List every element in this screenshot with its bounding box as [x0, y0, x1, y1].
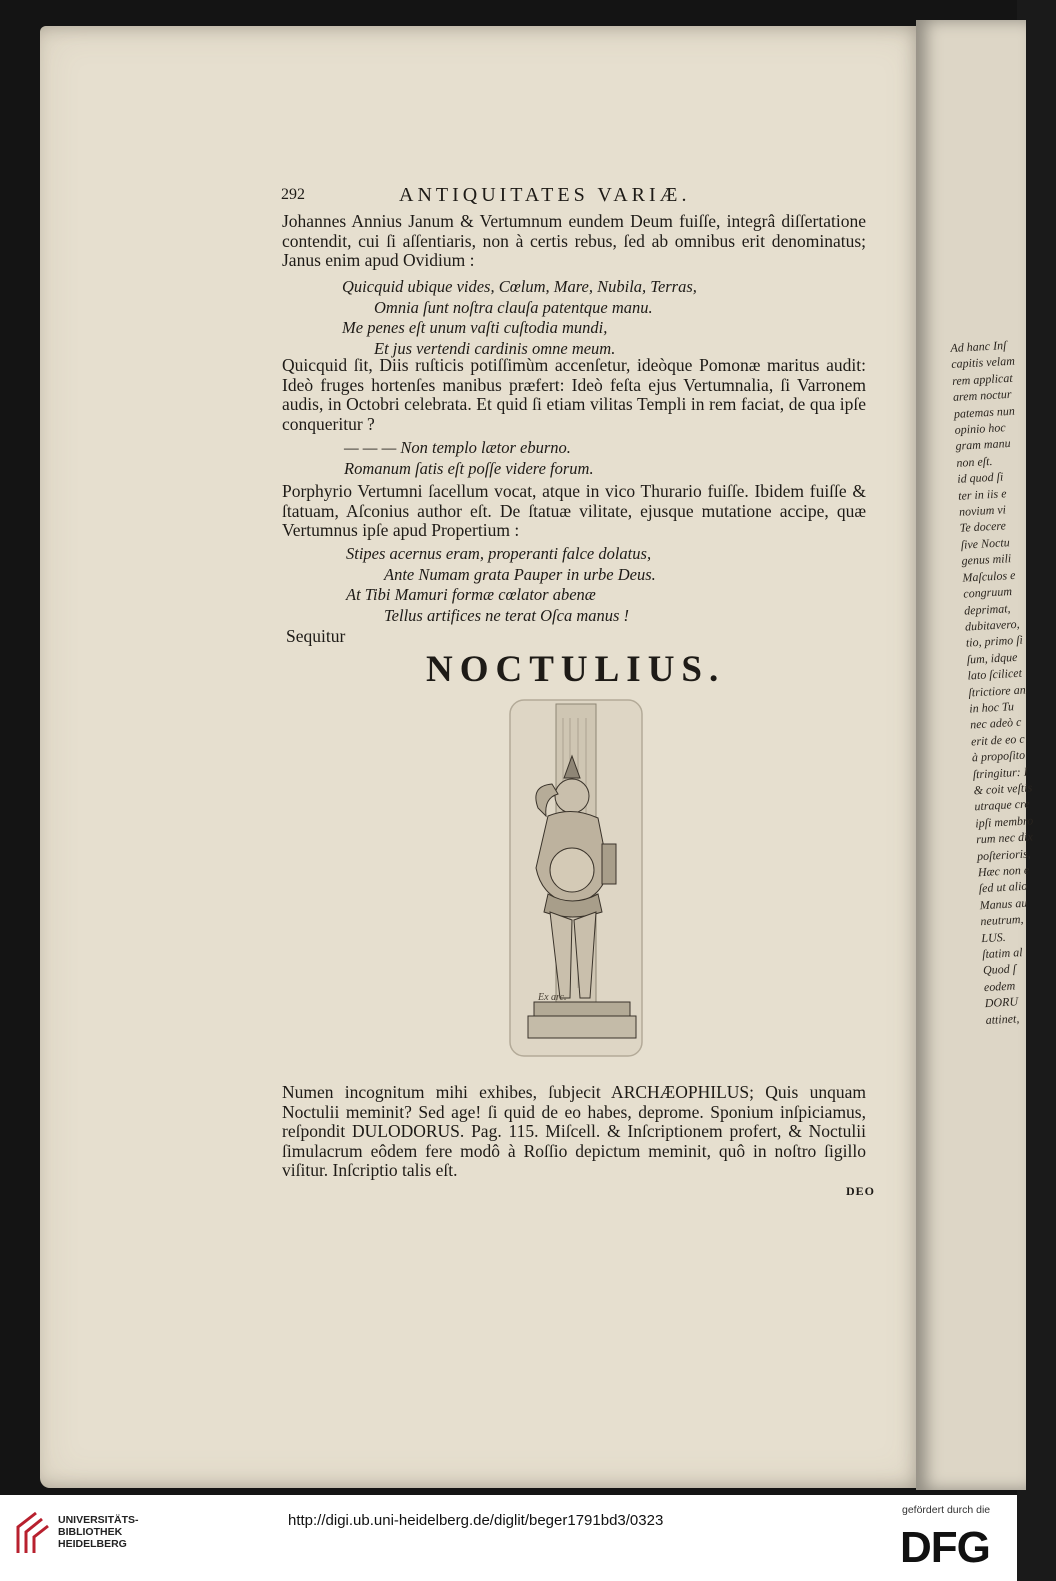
fragment-line: LUS. — [980, 929, 1007, 945]
noctulius-engraving — [508, 698, 644, 1058]
fragment-line: novium vi — [958, 502, 1007, 519]
engraving-inscription: Ex arc. — [538, 992, 567, 1003]
dfg-logo-text: DFG — [900, 1523, 990, 1572]
verse-line: Me penes eſt unum vaſti cuſtodia mundi, — [342, 318, 608, 337]
verse-line: At Tibi Mamuri formæ cœlator abenæ — [346, 585, 596, 604]
verse-templo — [344, 438, 864, 479]
verse-line: Quicquid ubique vides, Cœlum, Mare, Nubila, Terras, — [342, 277, 697, 296]
fragment-line: Manus au — [979, 895, 1028, 913]
fragment-line: erit de eo c — [970, 731, 1025, 749]
sequitur-word: Sequitur — [286, 626, 346, 646]
verse-line: Et jus vertendi cardinis omne meum. — [374, 338, 616, 358]
fragment-line: attinet, — [985, 1010, 1020, 1027]
fragment-line: arem noctur — [952, 387, 1012, 405]
fragment-line: ter in iis e — [957, 485, 1007, 503]
fragment-line: Quod ſ — [982, 961, 1017, 978]
fragment-line: eodem — [983, 978, 1016, 994]
fragment-line: patemas nun — [953, 403, 1016, 421]
page-number: 292 — [281, 186, 305, 203]
university-library-logo-icon — [8, 1505, 58, 1557]
fragment-line: nec adeò c — [969, 715, 1022, 732]
verse-line: Ante Numam grata Pauper in urbe Deus. — [384, 564, 656, 584]
library-name-line: UNIVERSITÄTS- — [58, 1514, 139, 1526]
fragment-line: lato ſcilicet — [967, 665, 1023, 683]
fragment-line: utraque cre — [974, 796, 1030, 814]
fragment-line: ſum, idque — [966, 649, 1018, 667]
verse-line: Romanum ſatis eſt poſſe videre forum. — [344, 458, 594, 478]
paragraph-1: Johannes Annius Janum & Vertumnum eundem Deum fuiſſe, integrâ diſſertatione contendit, cui ſi aſſentiaris, non à certis rebus, ſed ab omnibus erit denominatus; Janus enim apud Ovidium : — [282, 211, 866, 271]
fragment-line: & coit veſtis — [973, 780, 1033, 798]
paragraph-4: Numen incognitum mihi exhibes, ſubjecit ARCHÆOPHILUS; Quis unquam Noctulii meminit? Sed age! ſi quid de eo habes, deprome. Sponium inſpiciamus, reſpondit DULODORUS. Pag. 115. Miſcell. & Inſcriptionem profert, & Noctulii ſimulacrum eôdem fere modô à Roſſio depictum meminit, quô in noſtro ſigillo viſitur. Inſcriptio talis eſt. — [282, 1082, 866, 1181]
running-title: ANTIQUITATES VARIÆ. — [399, 184, 691, 206]
permalink-url[interactable]: http://digi.ub.uni-heidelberg.de/diglit/beger1791bd3/0323 — [288, 1512, 664, 1529]
verse-line: Tellus artifices ne terat Oſca manus ! — [384, 605, 630, 625]
fragment-line: neutrum, — [980, 912, 1024, 929]
library-name-line: BIBLIOTHEK — [58, 1526, 123, 1538]
fragment-line: ſive Noctu — [960, 535, 1011, 552]
fragment-line: ipſi membro — [974, 813, 1034, 831]
catchword: DEO — [846, 1184, 876, 1198]
fragment-line: dubitavero, — [964, 616, 1020, 634]
library-name-line: HEIDELBERG — [58, 1538, 127, 1550]
paragraph-2: Quicquid ſit, Diis ruſticis potiſſimùm accenſetur, ideòque Pomonæ maritus audit: Ideò fruges hortenſes manibus præfert: Ideò feſta ejus Vertumnalia, ſi Varronem audis, in Octobri celebrata. Et quid ſi etiam vilitas Templi in rem faciat, de qua ipſe conqueritur ? — [282, 355, 866, 434]
verse-line: Omnia ſunt noſtra clauſa patentque manu. — [374, 297, 653, 317]
funded-by-label: gefördert durch die — [902, 1504, 991, 1516]
fragment-line: Maſculos e — [962, 567, 1016, 585]
fragment-line: ſed ut alio — [978, 879, 1028, 896]
verse-line: — — — Non templo lætor eburno. — [344, 438, 571, 457]
fragment-line: à propoſito — [971, 747, 1026, 765]
fragment-line: capitis velam — [950, 354, 1016, 372]
fragment-line: genus mili — [961, 551, 1012, 568]
running-head — [281, 184, 861, 212]
verse-propertius — [346, 544, 866, 626]
fragment-line: ſtrictiore an — [968, 682, 1026, 700]
fragment-line: non eſt. — [956, 453, 993, 470]
fragment-line: tio, primo ſi — [965, 632, 1024, 650]
fragment-line: congruum — [962, 584, 1013, 601]
university-library-name — [58, 1514, 139, 1550]
fragment-line: poſterioris, — [976, 846, 1032, 863]
fragment-line: in hoc Tu — [968, 699, 1015, 716]
fragment-line: id quod ſi — [956, 469, 1004, 487]
fragment-line: ſtatim al — [981, 945, 1023, 962]
fragment-line: gram manu — [955, 436, 1011, 454]
fragment-line: DORU — [984, 994, 1019, 1011]
fragment-line: ſtringitur: I — [972, 764, 1029, 781]
fragment-line: Hæc non e — [977, 862, 1030, 880]
fragment-line: Te docere — [959, 518, 1007, 536]
fragment-line: deprimat, — [963, 600, 1011, 618]
fragment-line: rem applicat — [951, 370, 1013, 388]
section-heading: NOCTULIUS. — [426, 649, 726, 690]
dfg-logo-icon — [898, 1520, 1000, 1572]
paragraph-3: Porphyrio Vertumni ſacellum vocat, atque in vico Thurario fuiſſe. Ibidem fuiſſe & ſtatuam, Aſconius author eſt. De ſtatuæ vilitate, ejusque mutatione accipe, quæ Vertumnus ipſe apud Propertium : — [282, 481, 866, 541]
fragment-line: opinio hoc — [954, 420, 1007, 437]
verse-ovid — [342, 277, 862, 359]
viewer-footer — [0, 1495, 1017, 1581]
verse-line: Stipes acernus eram, properanti falce dolatus, — [346, 544, 652, 563]
fragment-line: rum nec dix — [975, 829, 1034, 847]
fragment-line: Ad hanc Inſ — [950, 338, 1007, 355]
